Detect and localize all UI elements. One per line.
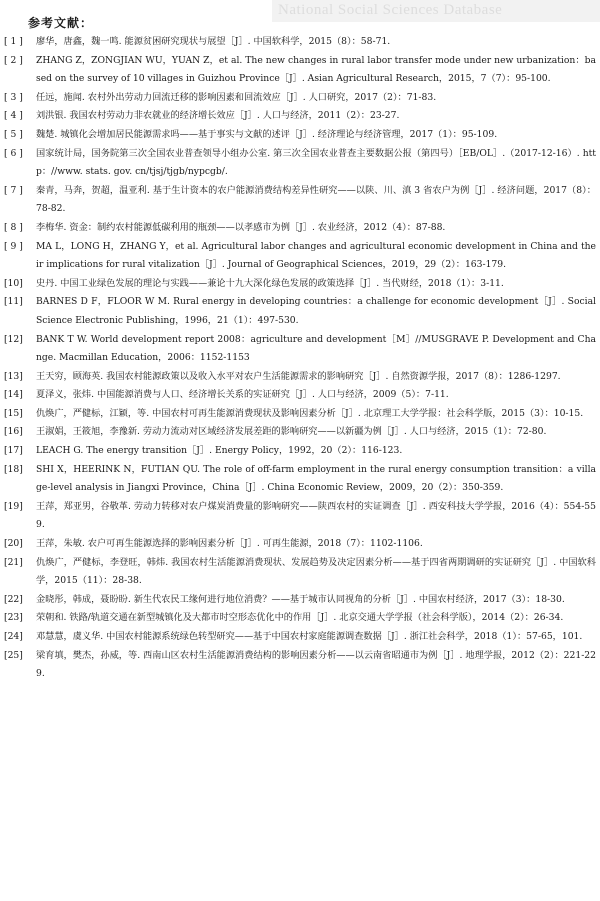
reference-item: [0, 126, 600, 145]
reference-item: [0, 219, 600, 238]
reference-item: [0, 628, 600, 647]
reference-number: [16]: [4, 426, 23, 438]
reference-item: [0, 405, 600, 424]
reference-item: [0, 535, 600, 554]
reference-text: 史丹. 中国工业绿色发展的理论与实践——兼论十九大深化绿色发展的政策选择［J］. 当代财经，2018（1）：3-11.: [36, 277, 504, 289]
reference-text: 王天穷，顾海英. 我国农村能源政策以及收入水平对农户生活能源需求的影响研究［J］. 自然资源学报，2017（8）：1286-1297.: [36, 370, 561, 382]
reference-text: 刘洪银. 我国农村劳动力非农就业的经济增长效应［J］. 人口与经济，2011（2）：23-27.: [36, 110, 400, 122]
reference-number: [22]: [4, 593, 23, 605]
reference-item: [0, 331, 600, 368]
reference-number: [19]: [4, 500, 23, 512]
reference-number: [17]: [4, 445, 23, 457]
reference-text: 廖华，唐鑫，魏一鸣. 能源贫困研究现状与展望［J］. 中国软科学，2015（8）：58-71.: [36, 36, 391, 47]
reference-item: [0, 647, 600, 684]
reference-text: 王萍，朱敏. 农户可再生能源选择的影响因素分析［J］. 可再生能源，2018（7）：1102-1106.: [36, 538, 423, 550]
reference-number: [ 6 ]: [4, 147, 23, 159]
reference-item: [0, 238, 600, 275]
reference-number: [ 2 ]: [4, 54, 23, 66]
reference-item: [0, 182, 600, 219]
reference-text: 魏楚. 城镇化会增加居民能源需求吗——基于事实与文献的述评［J］. 经济理论与经济管理，2017（1）：95-109.: [36, 128, 498, 140]
reference-text: 邓慧慧，虞义华. 中国农村能源系统绿色转型研究——基于中国农村家庭能源调查数据［J］. 浙江社会科学，2018（1）：57-65，101.: [36, 631, 583, 642]
reference-number: [20]: [4, 538, 23, 550]
reference-text: 国家统计局，国务院第三次全国农业普查领导小组办公室. 第三次全国农业普查主要数据公报（第四号）［EB/OL］.（2017-12-16）. http：//www. stats. gov. cn/tjsj/tjgb/nypcgb/.: [36, 147, 596, 178]
reference-item: [0, 107, 600, 126]
reference-item: [0, 423, 600, 442]
reference-text: BANK T W. World development report 2008：agriculture and development［M］//MUSGRAVE P. Development and Change. Macmillan Education，2006：1152-1153: [36, 333, 596, 364]
reference-item: [0, 386, 600, 405]
reference-item: [0, 461, 600, 498]
reference-item: [0, 554, 600, 591]
reference-text: BARNES D F，FLOOR W M. Rural energy in developing countries：a challenge for economic development［J］. Social Science Electronic Publishing，1996，21（1）：497-530.: [36, 296, 596, 326]
references-heading: 参考文献：: [28, 16, 94, 30]
reference-item: [0, 52, 600, 89]
reference-item: [0, 609, 600, 628]
reference-number: [ 8 ]: [4, 221, 23, 233]
reference-item: [0, 275, 600, 294]
reference-list: [0, 33, 600, 684]
reference-text: 秦青，马奔，贺超，温亚利. 基于生计资本的农户能源消费结构差异性研究——以陕、川、滇 3 省农户为例［J］. 经济问题，2017（8）：78-82.: [36, 184, 596, 215]
reference-text: LEACH G. The energy transition［J］. Energy Policy，1992，20（2）：116-123.: [36, 445, 403, 457]
reference-text: 梁育填，樊杰，孙威，等. 西南山区农村生活能源消费结构的影响因素分析——以云南省昭通市为例［J］. 地理学报，2012（2）：221-229.: [36, 649, 596, 680]
reference-number: [13]: [4, 370, 23, 382]
reference-number: [ 1 ]: [4, 36, 23, 47]
reference-item: [0, 368, 600, 387]
reference-item: [0, 442, 600, 461]
reference-text: 李梅华. 资金：制约农村能源低碳利用的瓶颈——以孝感市为例［J］. 农业经济，2012（4）：87-88.: [36, 221, 446, 233]
reference-text: 王淑娟，王筱旭，李豫新. 劳动力流动对区域经济发展差距的影响研究——以新疆为例［J］. 人口与经济，2015（1）：72-80.: [36, 426, 547, 438]
reference-number: [ 7 ]: [4, 184, 23, 196]
reference-number: [14]: [4, 389, 23, 401]
reference-text: 仇焕广，严健标，李登旺，韩炜. 我国农村生活能源消费现状、发展趋势及决定因素分析——基于四省两期调研的实证研究［J］. 中国软科学，2015（11）：28-38.: [36, 556, 596, 587]
reference-number: [ 9 ]: [4, 240, 23, 252]
reference-number: [21]: [4, 556, 23, 568]
reference-number: [25]: [4, 649, 23, 661]
reference-item: [0, 498, 600, 535]
reference-text: 王萍，郑亚男，谷敬革. 劳动力转移对农户煤炭消费量的影响研究——陕西农村的实证调查［J］. 西安科技大学学报，2016（4）：554-559.: [36, 500, 596, 531]
reference-number: [23]: [4, 612, 23, 624]
reference-number: [ 4 ]: [4, 110, 23, 122]
reference-number: [ 3 ]: [4, 91, 23, 103]
reference-number: [ 5 ]: [4, 128, 23, 140]
reference-number: [15]: [4, 407, 23, 419]
reference-text: 金晓彤，韩成，聂盼盼. 新生代农民工缘何进行地位消费？——基于城市认同视角的分析［J］. 中国农村经济，2017（3）：18-30.: [36, 593, 565, 605]
reference-item: [0, 33, 600, 52]
reference-text: 荣朝和. 铁路/轨道交通在新型城镇化及大都市时空形态优化中的作用［J］. 北京交通大学学报（社会科学版），2014（2）：26-34.: [36, 612, 564, 624]
reference-number: [12]: [4, 333, 23, 345]
watermark-banner: [272, 0, 600, 22]
reference-text: 夏泽义，张炜. 中国能源消费与人口、经济增长关系的实证研究［J］. 人口与经济，2009（5）：7-11.: [36, 389, 449, 401]
reference-item: [0, 591, 600, 610]
reference-item: [0, 89, 600, 108]
reference-text: 任远，施闻. 农村外出劳动力回流迁移的影响因素和回流效应［J］. 人口研究，2017（2）：71-83.: [36, 91, 437, 103]
watermark-text: National Social Sciences Database: [278, 2, 503, 18]
reference-text: SHI X，HEERINK N，FUTIAN QU. The role of off-farm employment in the rural energy consumption transition：a village-level analysis in Jiangxi Province，China［J］. China Economic Review，2009，20（2）：350-359.: [36, 463, 596, 494]
reference-number: [10]: [4, 277, 23, 289]
reference-item: [0, 293, 600, 330]
reference-text: ZHANG Z，ZONGJIAN WU，YUAN Z，et al. The new changes in rural labor transfer mode under new urbanization：based on the survey of 10 villages in Guizhou Province［J］. Asian Agricultural Research，2015，7（7）：95-100.: [36, 54, 596, 85]
reference-number: [24]: [4, 631, 23, 642]
reference-text: 仇焕广，严健标，江颖，等. 中国农村可再生能源消费现状及影响因素分析［J］. 北京理工大学学报：社会科学版，2015（3）：10-15.: [36, 407, 584, 419]
reference-number: [18]: [4, 463, 23, 475]
reference-item: [0, 145, 600, 182]
reference-number: [11]: [4, 296, 23, 308]
reference-text: MA L，LONG H，ZHANG Y，et al. Agricultural labor changes and agricultural economic development in China and their implications for rural vitalization［J］. Journal of Geographical Sciences，2019，29（2）：163-179.: [36, 240, 596, 271]
